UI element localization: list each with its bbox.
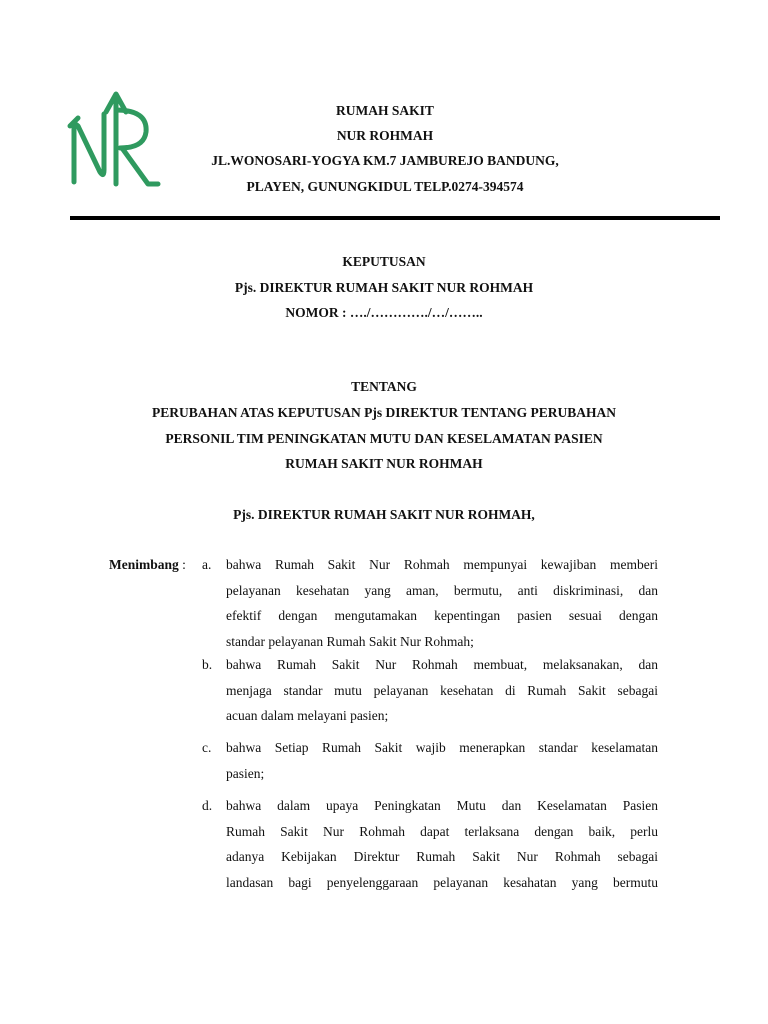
list-item: bahwa Rumah Sakit Nur Rohmah membuat, melaksanakan, dan menjaga standar mutu pelayanan kesehatan di Rumah Sakit sebagai acuan dalam melayani pasien; bbox=[226, 657, 658, 723]
header-divider bbox=[70, 216, 720, 220]
subject-line2: PERSONIL TIM PENINGKATAN MUTU DAN KESELAMATAN PASIEN bbox=[165, 431, 603, 446]
item-letter: d. bbox=[202, 798, 213, 813]
menimbang-label: Menimbang : bbox=[109, 557, 186, 572]
list-item: bahwa Rumah Sakit Nur Rohmah mempunyai kewajiban memberi pelayanan kesehatan yang aman, bermutu, anti diskriminasi, dan efektif dengan mengutamakan kepentingan pasien sesuai dengan standar pelayanan Rumah Sakit Nur Rohmah; bbox=[226, 557, 658, 649]
list-item: bahwa Setiap Rumah Sakit wajib menerapkan standar keselamatan pasien; bbox=[226, 740, 658, 781]
hospital-address-line2: PLAYEN, GUNUNGKIDUL TELP.0274-394574 bbox=[246, 179, 524, 194]
about-heading: TENTANG bbox=[351, 379, 417, 394]
hospital-address-line1: JL.WONOSARI-YOGYA KM.7 JAMBUREJO BANDUNG, bbox=[211, 153, 559, 168]
hospital-name-line2: NUR ROHMAH bbox=[336, 128, 434, 143]
hospital-logo bbox=[66, 88, 162, 192]
decision-title: KEPUTUSAN bbox=[342, 254, 426, 269]
item-letter: c. bbox=[202, 740, 212, 755]
list-item: bahwa dalam upaya Peningkatan Mutu dan Keselamatan Pasien Rumah Sakit Nur Rohmah dapat terlaksana dengan baik, perlu adanya Kebijakan Direktur Rumah Sakit Nur Rohmah sebagai landasan bagi penyelenggaraan pelayanan kesahatan yang bermutu bbox=[226, 798, 658, 890]
signer-heading: Pjs. DIREKTUR RUMAH SAKIT NUR ROHMAH, bbox=[233, 507, 535, 522]
hospital-name-line1: RUMAH SAKIT bbox=[336, 103, 434, 118]
decision-number: NOMOR : …./…………./…/…….. bbox=[285, 305, 483, 320]
item-letter: a. bbox=[202, 557, 212, 572]
decision-issuer: Pjs. DIREKTUR RUMAH SAKIT NUR ROHMAH bbox=[234, 280, 534, 295]
subject-line3: RUMAH SAKIT NUR ROHMAH bbox=[285, 456, 483, 471]
item-letter: b. bbox=[202, 657, 213, 672]
subject-line1: PERUBAHAN ATAS KEPUTUSAN Pjs DIREKTUR TENTANG PERUBAHAN bbox=[151, 405, 617, 420]
